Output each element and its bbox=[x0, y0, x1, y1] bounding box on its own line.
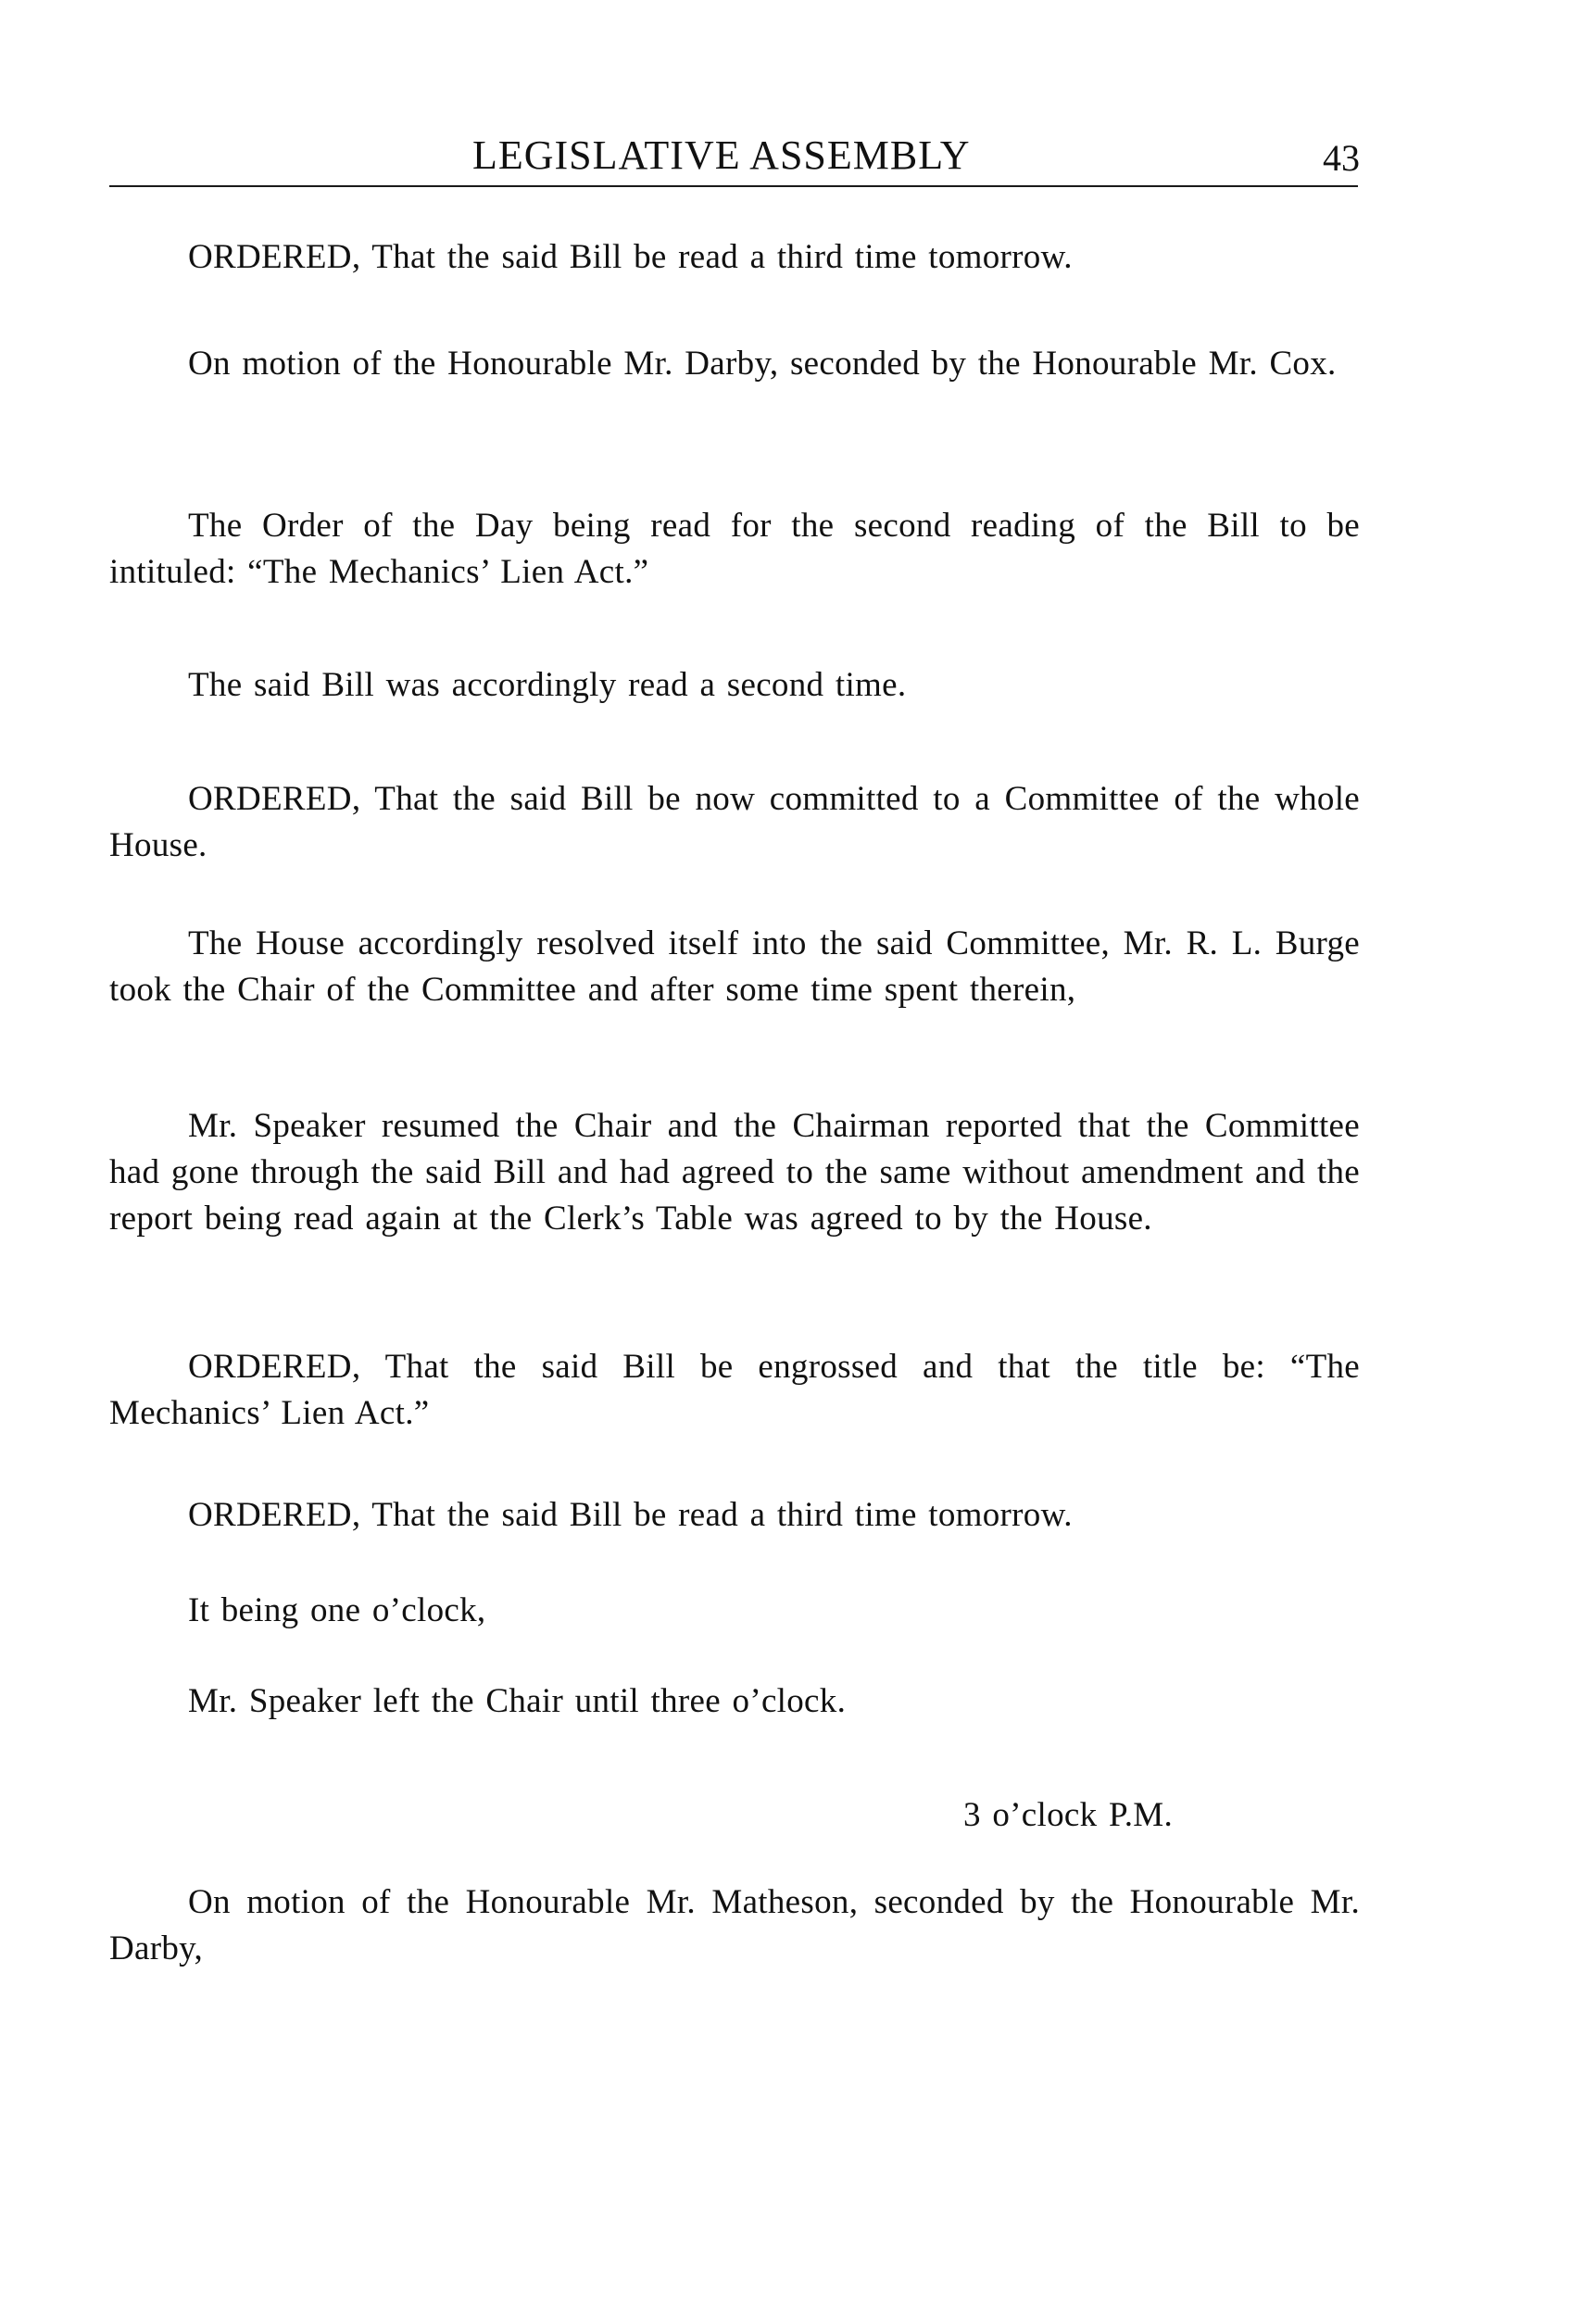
paragraph-ordered-third-reading-2: ORDERED, That the said Bill be read a third time tomorrow. bbox=[188, 1496, 1073, 1534]
paragraph-house-resolved: The House accordingly resolved itself into the said Committee, Mr. R. L. Burge took the Chair of the Committee and after some time spent therein, bbox=[109, 924, 1360, 1009]
paragraph-ordered-third-reading: ORDERED, That the said Bill be read a third time tomorrow. bbox=[188, 238, 1073, 276]
paragraph-second-reading: The said Bill was accordingly read a second time. bbox=[188, 666, 907, 704]
paragraph-motion-darby: On motion of the Honourable Mr. Darby, seconded by the Honourable Mr. Cox. bbox=[188, 345, 1337, 383]
paragraph-motion-matheson: On motion of the Honourable Mr. Matheson, seconded by the Honourable Mr. Darby, bbox=[109, 1883, 1360, 1967]
page-number: 43 bbox=[1323, 137, 1360, 179]
header-rule bbox=[109, 185, 1358, 187]
time-heading: 3 o’clock P.M. bbox=[963, 1796, 1174, 1834]
paragraph-one-oclock: It being one o’clock, bbox=[188, 1591, 486, 1629]
paragraph-speaker-left: Mr. Speaker left the Chair until three o’clock. bbox=[188, 1682, 847, 1720]
paragraph-committed: ORDERED, That the said Bill be now committed to a Committee of the whole House. bbox=[109, 780, 1360, 864]
paragraph-engrossed: ORDERED, That the said Bill be engrossed and that the title be: “The Mechanics’ Lien Act.” bbox=[109, 1348, 1360, 1432]
paragraph-speaker-resumed: Mr. Speaker resumed the Chair and the Chairman reported that the Committee had gone through the said Bill and had agreed to the same without amendment and the report being read again at the Clerk’s Table was agreed to by the House. bbox=[109, 1107, 1360, 1238]
page-header bbox=[109, 130, 1360, 195]
paragraph-order-of-day: The Order of the Day being read for the second reading of the Bill to be intituled: “The Mechanics’ Lien Act.” bbox=[109, 507, 1360, 591]
page-title: LEGISLATIVE ASSEMBLY bbox=[472, 132, 971, 178]
